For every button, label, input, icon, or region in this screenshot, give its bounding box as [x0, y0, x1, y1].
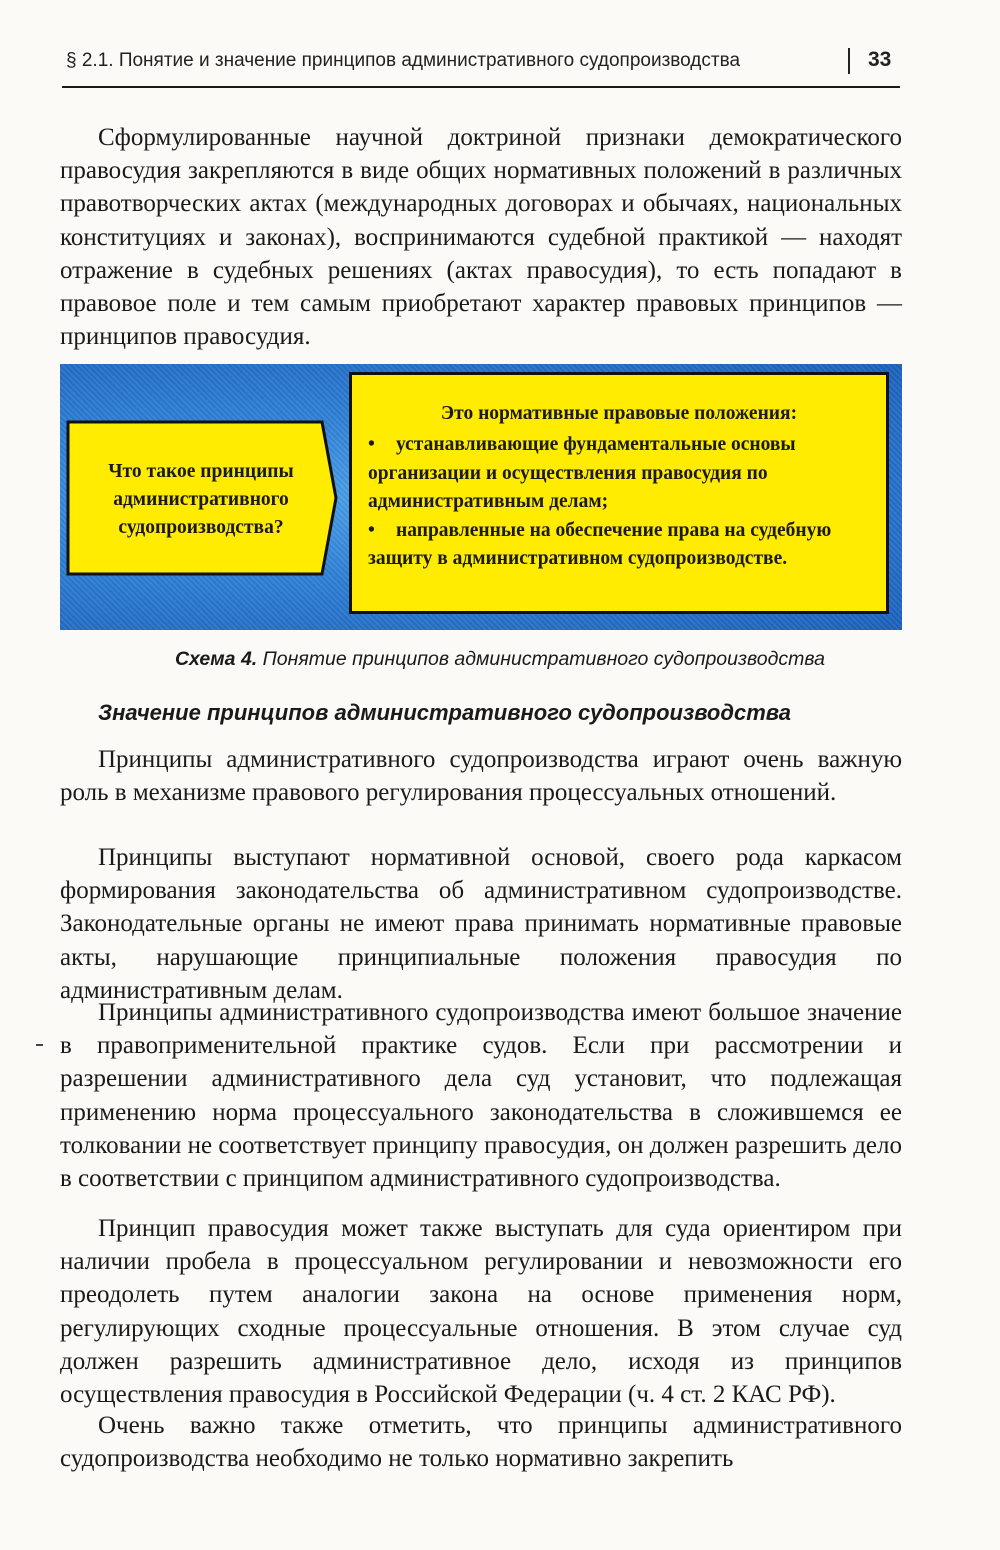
page-number: 33 [868, 48, 892, 71]
paragraph-3: Принципы выступают нормативной основой, своего рода каркасом формирования законодательства об административном судопроизводстве. Законодательные органы не имеют права принимать нормативные правовые акты, нарушающие принципиальные положения правосудия по административным делам. [60, 844, 902, 1004]
paragraph-6: Очень важно также отметить, что принципы административного судопроизводства необходимо не только нормативно закрепить [60, 1412, 902, 1473]
bullet-icon: • [368, 434, 375, 455]
caption-label: Схема 4. [174, 648, 258, 670]
paragraph-4: Принципы административного судопроизводства имеют большое значение в правоприменительной практике судов. Если при рассмотрении и разрешении административного дела суд установит, что подлежащая применению норма процессуального законодательства в сложившемся ее толковании не соответствует принципу правосудия, он должен разрешить дело в соответствии с принципом административного судопроизводства. [60, 999, 902, 1193]
answer-list [368, 431, 882, 574]
answer-item: • устанавливающие фундаментальные основы организации и осуществления правосудия по административным делам; [368, 431, 882, 517]
running-header [62, 44, 900, 88]
header-separator [848, 48, 850, 74]
figure-caption [0, 648, 1000, 671]
answer-item: • направленные на обеспечение права на судебную защиту в административном судопроизводстве. [368, 517, 882, 574]
paragraph-2: Принципы административного судопроизводства играют очень важную роль в механизме правового регулирования процессуальных отношений. [60, 746, 902, 807]
header-title: § 2.1. Понятие и значение принципов административного судопроизводства [66, 50, 741, 71]
answer-title: Это нормативные правовые положения: [440, 403, 798, 424]
paragraph-5: Принцип правосудия может также выступать для суда ориентиром при наличии пробела в процессуальном регулировании и невозможности его преодолеть путем аналогии закона на основе применения норм, регулирующих сходные процессуальные отношения. В этом случае суд должен разрешить административное дело, исходя из принципов осуществления правосудия в Российской Федерации (ч. 4 ст. 2 КАС РФ). [60, 1215, 902, 1409]
question-text: Что такое принципы административного судопроизводства? [108, 461, 294, 538]
bullet-icon: • [368, 519, 375, 541]
margin-mark [36, 1044, 43, 1046]
section-title: Значение принципов административного судопроизводства [98, 700, 791, 725]
scheme-4-diagram [60, 364, 902, 630]
paragraph-1: Сформулированные научной доктриной признаки демократического правосудия закрепляются в виде общих нормативных положений в различных правотворческих актах (международных договорах и обычаях, национальных конституциях и законах), воспринимаются судебной практикой — находят отражение в судебных решениях (актах правосудия), то есть попадают в правовое поле и тем самым приобретают характер правовых принципов — принципов правосудия. [60, 124, 902, 351]
answer-box [349, 372, 889, 614]
caption-text: Понятие принципов административного судопроизводства [257, 648, 826, 670]
